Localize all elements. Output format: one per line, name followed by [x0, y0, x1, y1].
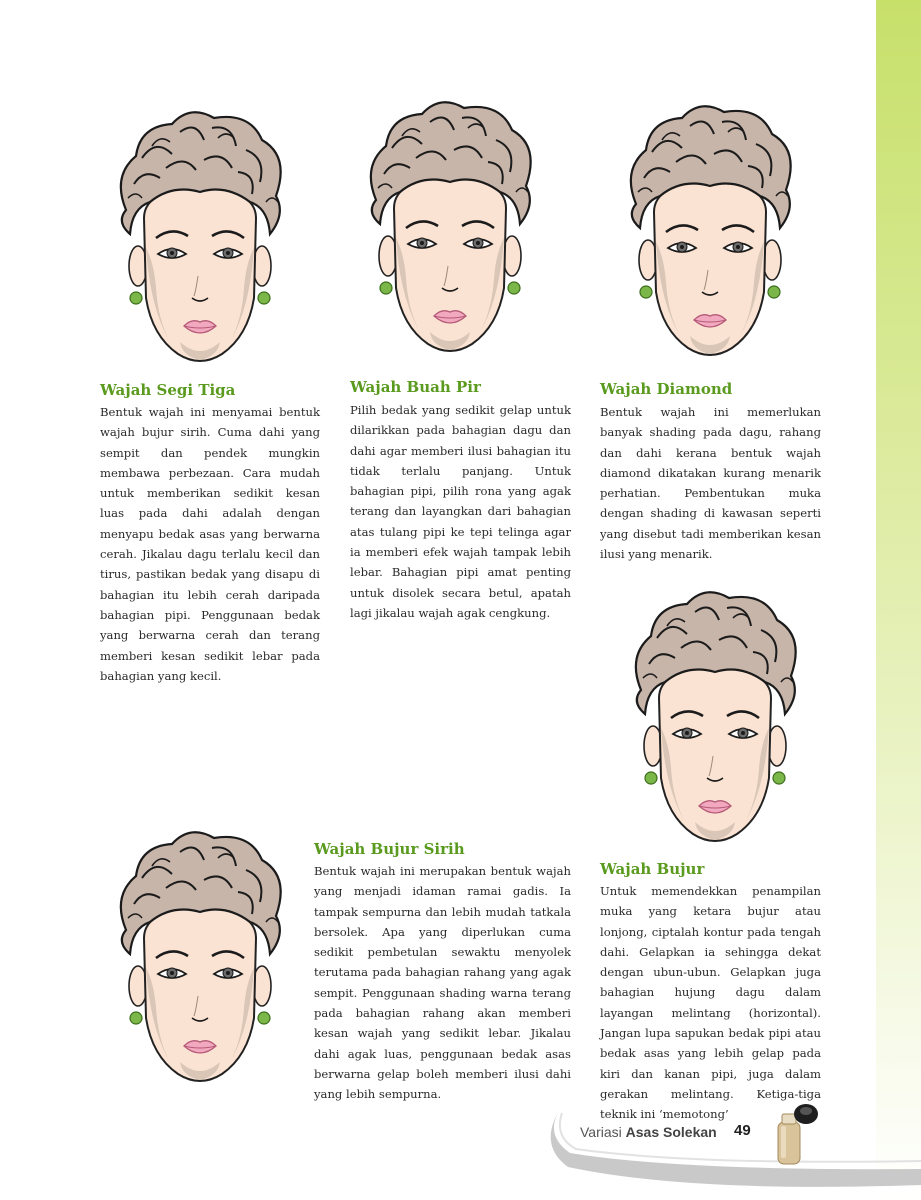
footer-swoosh	[540, 1095, 921, 1200]
section-title-diamond: Wajah Diamond	[600, 380, 733, 398]
section-title-pear: Wajah Buah Pir	[350, 378, 481, 396]
footer-series: Variasi	[580, 1124, 622, 1140]
section-title-oblong: Wajah Bujur	[600, 860, 705, 878]
oval-face-illustration	[100, 818, 300, 1093]
section-text-oblong: Untuk memendekkan penampilan muka yang ketara bujur atau lonjong, ciptalah kontur pada tengah dahi. Gelapkan ia sehingga dekat dengan ubun-ubun. Gelapkan juga bahagian hujung dagu dalam layangan melintang (horizontal). Jangan lupa sapukan bedak pipi atau bedak asas yang lebih gelap pada kiri dan kanan pipi, juga dalam gerakan melintang. Ketiga-tiga teknik ini ‘memotong’	[600, 884, 821, 1122]
pear-face-illustration	[350, 88, 550, 363]
section-title-triangle: Wajah Segi Tiga	[100, 381, 236, 399]
section-text-diamond: Bentuk wajah ini memerlukan banyak shading pada dagu, rahang dan dahi kerana bentuk wajah diamond dikatakan kurang menarik perhatian. Pembentukan muka dengan shading di kawasan seperti yang disebut tadi memberikan kesan ilusi yang menarik.	[600, 405, 821, 562]
foundation-bottle-icon	[766, 1100, 826, 1170]
diamond-face-illustration	[610, 92, 810, 367]
section-text-oval: Bentuk wajah ini merupakan bentuk wajah yang menjadi idaman ramai gadis. Ia tampak sempurna dan lebih mudah tatkala bersolek. Apa yang diperlukan cuma sedikit pembetulan sewaktu menyolek terutama pada bahagian rahang yang agak sempit. Penggunaan shading warna terang pada bahagian rahang akan memberi kesan wajah yang sedikit lebar. Jikalau dahi agak luas, penggunaan bedak asas berwarna gelap boleh memberi ilusi dahi yang lebih sempurna.	[314, 864, 571, 1102]
footer-running-title	[580, 1124, 717, 1140]
footer-book-title: Asas Solekan	[625, 1124, 717, 1140]
triangle-face-illustration	[100, 98, 300, 373]
section-text-pear: Pilih bedak yang sedikit gelap untuk dilarikkan pada bahagian dagu dan dahi agar memberi ilusi bahagian itu tidak terlalu panjang. Untuk bahagian pipi, pilih rona yang agak terang dan layangkan dari bahagian atas tulang pipi ke tepi telinga agar ia memberi efek wajah tampak lebih lebar. Bahagian pipi amat penting untuk disolek secara betul, apatah lagi jikalau wajah agak cengkung.	[350, 403, 571, 620]
page-edge-color-bar	[876, 0, 921, 1200]
section-title-oval: Wajah Bujur Sirih	[314, 840, 465, 858]
oblong-face-illustration	[615, 578, 815, 853]
page-number: 49	[734, 1122, 751, 1139]
section-text-triangle: Bentuk wajah ini menyamai bentuk wajah bujur sirih. Cuma dahi yang sempit dan pendek mungkin membawa perbezaan. Cara mudah untuk memberikan sedikit kesan luas pada dahi adalah dengan menyapu bedak asas yang berwarna cerah. Jikalau dagu terlalu kecil dan tirus, pastikan bedak yang disapu di bahagian itu lebih cerah daripada bahagian pipi. Penggunaan bedak yang berwarna cerah dan terang memberi kesan sedikit lebar pada bahagian yang kecil.	[100, 405, 320, 683]
